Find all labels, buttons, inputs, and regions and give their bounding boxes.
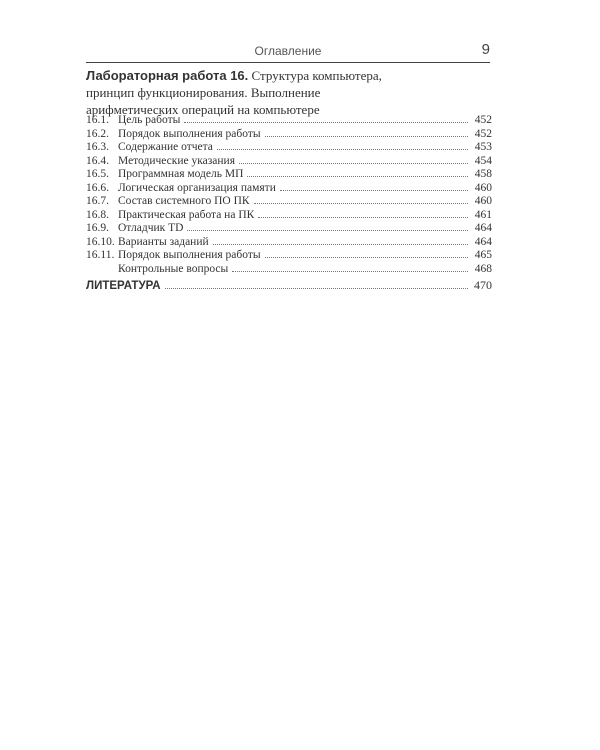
dot-leader <box>254 202 468 204</box>
lab-label: Лабораторная работа 16. <box>86 68 249 83</box>
toc-number: 16.7. <box>86 195 109 207</box>
toc-row[interactable] <box>86 236 492 250</box>
toc-row[interactable] <box>86 128 492 142</box>
toc-row[interactable] <box>86 182 492 196</box>
toc-title: Содержание отчета <box>118 141 213 153</box>
toc-row[interactable] <box>86 195 492 209</box>
toc-page: 465 <box>474 249 492 261</box>
toc-page: 464 <box>474 222 492 234</box>
toc-page: 460 <box>474 195 492 207</box>
toc-title: Порядок выполнения работы <box>118 127 261 140</box>
dot-leader <box>232 270 468 272</box>
toc-page: 470 <box>474 278 492 292</box>
running-header <box>86 40 490 63</box>
dot-leader <box>213 243 468 245</box>
toc-row[interactable] <box>86 249 492 263</box>
toc-title: Варианты заданий <box>118 235 209 248</box>
toc-title: ЛИТЕРАТУРА <box>86 280 161 292</box>
toc-list <box>86 114 492 276</box>
toc-row[interactable] <box>86 263 492 277</box>
dot-leader <box>239 162 468 164</box>
dot-leader <box>258 216 468 218</box>
header-title: Оглавление <box>254 44 322 58</box>
toc-page: 458 <box>474 168 492 180</box>
toc-page: 461 <box>474 208 492 221</box>
toc-number: 16.2. <box>86 127 109 140</box>
toc-title: Практическая работа на ПК <box>118 208 255 221</box>
dot-leader <box>165 287 468 289</box>
toc-page: 464 <box>474 235 492 248</box>
dot-leader <box>184 121 468 123</box>
toc-page: 468 <box>474 262 492 275</box>
dot-leader <box>217 148 468 150</box>
dot-leader <box>187 229 468 231</box>
toc-page: 460 <box>474 181 492 194</box>
toc-title: Порядок выполнения работы <box>118 249 261 261</box>
toc-row[interactable] <box>86 209 492 223</box>
lab-title: Структура компьютера, принцип функционирования. Выполнение арифметических операций на компьютере <box>86 68 382 117</box>
toc-number: 16.3. <box>86 141 109 153</box>
toc-row[interactable] <box>86 222 492 236</box>
toc-title: Состав системного ПО ПК <box>118 195 250 207</box>
toc-number: 16.1. <box>86 114 109 126</box>
toc-title: Логическая организация памяти <box>118 181 276 194</box>
toc-page: 454 <box>474 154 492 167</box>
toc-title: Цель работы <box>118 114 181 126</box>
toc-row[interactable] <box>86 114 492 128</box>
lab-heading <box>86 67 416 118</box>
toc-title: Методические указания <box>118 154 235 167</box>
toc-number: 16.8. <box>86 208 109 221</box>
toc-number: 16.6. <box>86 181 109 194</box>
toc-row-literature[interactable] <box>86 278 492 293</box>
toc-title: Программная модель МП <box>118 168 244 180</box>
toc-row[interactable] <box>86 155 492 169</box>
toc-page: 453 <box>474 141 492 153</box>
toc-row[interactable] <box>86 168 492 182</box>
page-number: 9 <box>481 41 490 58</box>
toc-title: Отладчик TD <box>118 222 184 234</box>
dot-leader <box>265 256 468 258</box>
toc-page: 452 <box>474 127 492 140</box>
toc-number: 16.5. <box>86 168 109 180</box>
toc-page: 452 <box>474 114 492 126</box>
toc-number: 16.4. <box>86 154 109 167</box>
dot-leader <box>280 189 468 191</box>
toc-number: 16.10. <box>86 235 115 248</box>
dot-leader <box>247 175 468 177</box>
toc-number: 16.9. <box>86 222 109 234</box>
dot-leader <box>265 135 468 137</box>
toc-title: Контрольные вопросы <box>118 262 229 275</box>
toc-row[interactable] <box>86 141 492 155</box>
toc-number: 16.11. <box>86 249 115 261</box>
